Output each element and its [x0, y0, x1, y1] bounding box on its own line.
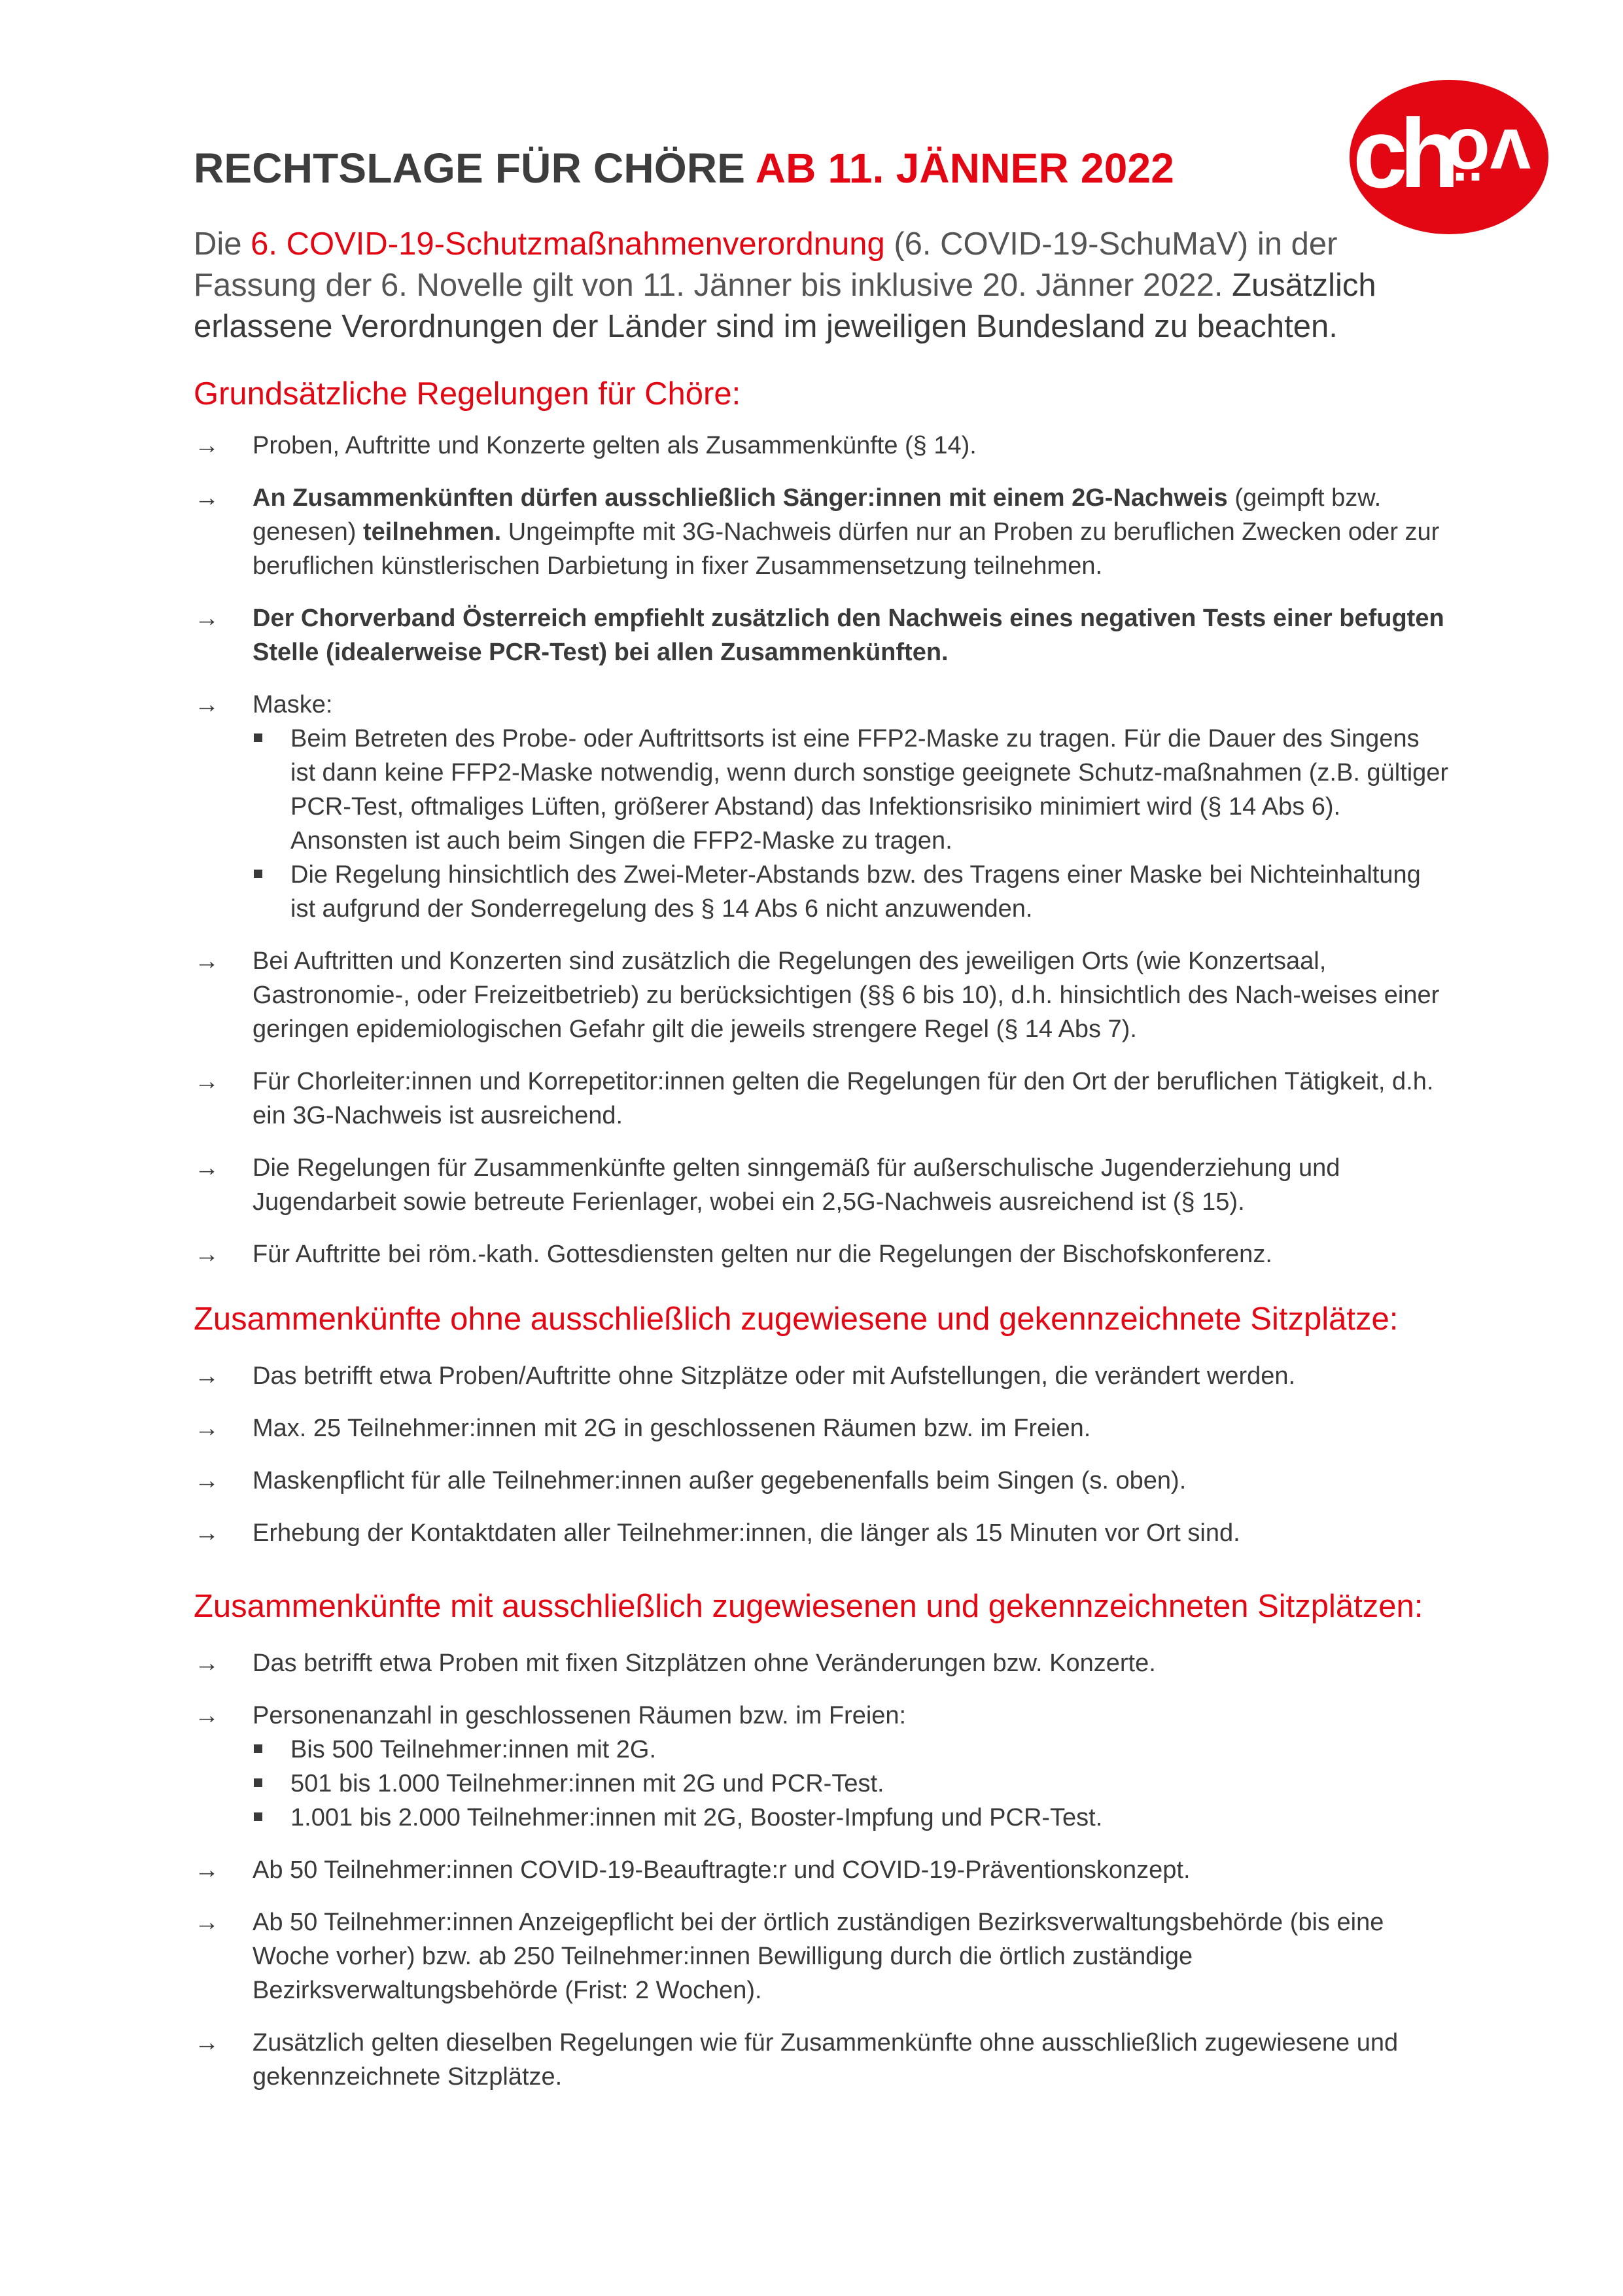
item-text: Maske: [253, 691, 333, 718]
item-text: Die Regelung hinsichtlich des Zwei-Meter-Abstands bzw. des Tragens einer Maske bei Nichteinhaltung ist aufgrund der Sonderregelung des § 14 Abs 6 nicht anzuwenden. [290, 861, 1421, 923]
capacity-sublist [253, 1733, 1450, 1835]
intro-text: Die [194, 226, 251, 262]
list-item [194, 429, 1450, 463]
item-text: Personenanzahl in geschlossenen Räumen bzw. im Freien: [253, 1702, 907, 1729]
list-item [194, 1853, 1450, 1887]
arrow-icon: → [194, 1702, 219, 1729]
item-text: (geimpft bzw. genesen) [253, 484, 1382, 546]
item-text: Die Regelungen für Zusammenkünfte gelten sinngemäß für außerschulische Jugenderziehung und Jugendarbeit sowie betreute Ferienlager, wobei ein 2,5G-Nachweis ausreichend ist (§ 15). [253, 1154, 1340, 1216]
arrow-icon: → [194, 1467, 219, 1494]
section-title-with-seats: Zusammenkünfte mit ausschließlich zugewiesenen und gekennzeichneten Sitzplätzen: [194, 1589, 1423, 1624]
item-text: Max. 25 Teilnehmer:innen mit 2G in geschlossenen Räumen bzw. im Freien. [253, 1415, 1091, 1442]
item-text: Ab 50 Teilnehmer:innen COVID-19-Beauftragte:r und COVID-19-Präventionskonzept. [253, 1856, 1191, 1884]
sub-list-item [253, 858, 1450, 926]
sub-list-item [253, 722, 1450, 858]
arrow-icon: → [194, 1519, 219, 1547]
chvo-logo [1341, 77, 1552, 234]
item-bold: Der Chorverband Österreich empfiehlt zusätzlich den Nachweis eines negativen Tests einer befugten Stelle (idealerweise PCR-Test) bei allen Zusammenkünften. [253, 605, 1444, 666]
section-title-without-seats: Zusammenkünfte ohne ausschließlich zugewiesene und gekennzeichnete Sitzplätze: [194, 1301, 1399, 1337]
list-item [194, 601, 1450, 669]
item-text: Erhebung der Kontaktdaten aller Teilnehmer:innen, die länger als 15 Minuten vor Ort sind. [253, 1519, 1240, 1547]
square-bullet-icon [254, 1812, 262, 1821]
list-item [194, 1411, 1450, 1445]
item-text: Ab 50 Teilnehmer:innen Anzeigepflicht bei der örtlich zuständigen Bezirksverwaltungsbehörde (bis eine Woche vorher) bzw. ab 250 Teilnehmer:innen Bewilligung durch die örtlich zuständige Bezirksverwaltungsbehörde (Frist: 2 Wochen). [253, 1909, 1384, 2004]
list-item [194, 1516, 1450, 1550]
list-item [194, 1464, 1450, 1498]
square-bullet-icon [254, 870, 262, 878]
list-item [194, 688, 1450, 926]
item-text: Ungeimpfte mit 3G-Nachweis dürfen nur an Proben zu beruflichen Zwecken oder zur beruflichen künstlerischen Darbietung in fixer Zusammensetzung teilnehmen. [253, 518, 1440, 580]
item-text: Beim Betreten des Probe- oder Auftrittsorts ist eine FFP2-Maske zu tragen. Für die Dauer des Singens ist dann keine FFP2-Maske notwendig, wenn durch sonstige geeignete Schutz-maßnahmen (z.B. gültiger PCR-Test, oftmaliges Lüften, größerer Abstand) das Infektionsrisiko minimiert wird (§ 14 Abs 6). Ansonsten ist auch beim Singen die FFP2-Maske zu tragen. [290, 725, 1449, 855]
item-text: Für Chorleiter:innen und Korrepetitor:innen gelten die Regelungen für den Ort der beruflichen Tätigkeit, d.h. ein 3G-Nachweis ist ausreichend. [253, 1068, 1434, 1129]
arrow-icon: → [194, 1415, 219, 1442]
list-item [194, 1359, 1450, 1393]
item-text: 1.001 bis 2.000 Teilnehmer:innen mit 2G, Booster-Impfung und PCR-Test. [290, 1804, 1103, 1831]
intro-paragraph [194, 224, 1437, 347]
item-text: Zusätzlich gelten dieselben Regelungen wie für Zusammenkünfte ohne ausschließlich zugewiesene und gekennzeichnete Sitzplätze. [253, 2029, 1399, 2091]
arrow-icon: → [194, 1362, 219, 1390]
list-item [194, 2026, 1450, 2094]
logo-letters-vo: vö [1445, 114, 1531, 196]
arrow-icon: → [194, 1650, 219, 1677]
arrow-icon: → [194, 1909, 219, 1936]
item-bold: teilnehmen. [363, 518, 502, 546]
item-bold: An Zusammenkünften dürfen ausschließlich Sänger:innen mit einem 2G-Nachweis [253, 484, 1228, 512]
title-date: AB 11. JÄNNER 2022 [755, 145, 1175, 192]
section-title-general: Grundsätzliche Regelungen für Chöre: [194, 376, 741, 412]
arrow-icon: → [194, 484, 219, 512]
without-seats-list [194, 1359, 1450, 1568]
square-bullet-icon [254, 1778, 262, 1787]
arrow-icon: → [194, 691, 219, 718]
logo-letters-ch: ch [1353, 98, 1452, 208]
sub-list-item [253, 1801, 1450, 1835]
item-text: Das betrifft etwa Proben/Auftritte ohne Sitzplätze oder mit Aufstellungen, die verändert werden. [253, 1362, 1296, 1390]
item-text: Proben, Auftritte und Konzerte gelten als Zusammenkünfte (§ 14). [253, 432, 977, 459]
list-item [194, 481, 1450, 583]
general-rules-list [194, 429, 1450, 1290]
list-item [194, 1065, 1450, 1133]
list-item [194, 1646, 1450, 1680]
arrow-icon: → [194, 432, 219, 459]
mask-sublist [253, 722, 1450, 926]
item-text: Maskenpflicht für alle Teilnehmer:innen außer gegebenenfalls beim Singen (s. oben). [253, 1467, 1187, 1494]
regulation-link[interactable]: 6. COVID-19-Schutzmaßnahmenverordnung [251, 226, 885, 262]
arrow-icon: → [194, 1856, 219, 1884]
with-seats-list [194, 1646, 1450, 2112]
arrow-icon: → [194, 1068, 219, 1095]
list-item [194, 1905, 1450, 2007]
square-bullet-icon [254, 1744, 262, 1753]
list-item [194, 1237, 1450, 1271]
arrow-icon: → [194, 605, 219, 632]
item-text: 501 bis 1.000 Teilnehmer:innen mit 2G und PCR-Test. [290, 1770, 884, 1797]
page-title [194, 144, 1174, 192]
intro-text: (6. COVID-19-SchuMaV) in der Fassung der 6. Novelle gilt von 11. Jänner bis inklusive 20. Jänner 2022. [194, 226, 1338, 303]
list-item [194, 1151, 1450, 1219]
arrow-icon: → [194, 1241, 219, 1268]
arrow-icon: → [194, 2029, 219, 2057]
item-text: Für Auftritte bei röm.-kath. Gottesdiensten gelten nur die Regelungen der Bischofskonferenz. [253, 1241, 1272, 1268]
item-text: Bei Auftritten und Konzerten sind zusätzlich die Regelungen des jeweiligen Orts (wie Konzertsaal, Gastronomie-, oder Freizeitbetrieb) zu berücksichtigen (§§ 6 bis 10), d.h. hinsichtlich des Nach-weises einer geringen epidemiologischen Gefahr gilt die jeweils strengere Regel (§ 14 Abs 7). [253, 947, 1440, 1043]
square-bullet-icon [254, 733, 262, 742]
arrow-icon: → [194, 947, 219, 975]
list-item [194, 944, 1450, 1046]
item-text: Bis 500 Teilnehmer:innen mit 2G. [290, 1736, 657, 1763]
sub-list-item [253, 1767, 1450, 1801]
list-item [194, 1699, 1450, 1835]
item-text: Das betrifft etwa Proben mit fixen Sitzplätzen ohne Veränderungen bzw. Konzerte. [253, 1650, 1156, 1677]
sub-list-item [253, 1733, 1450, 1767]
arrow-icon: → [194, 1154, 219, 1182]
intro-note: Zusätzlich erlassene Verordnungen der Länder sind im jeweiligen Bundesland zu beachten. [194, 268, 1376, 344]
title-main: RECHTSLAGE FÜR CHÖRE [194, 145, 756, 192]
